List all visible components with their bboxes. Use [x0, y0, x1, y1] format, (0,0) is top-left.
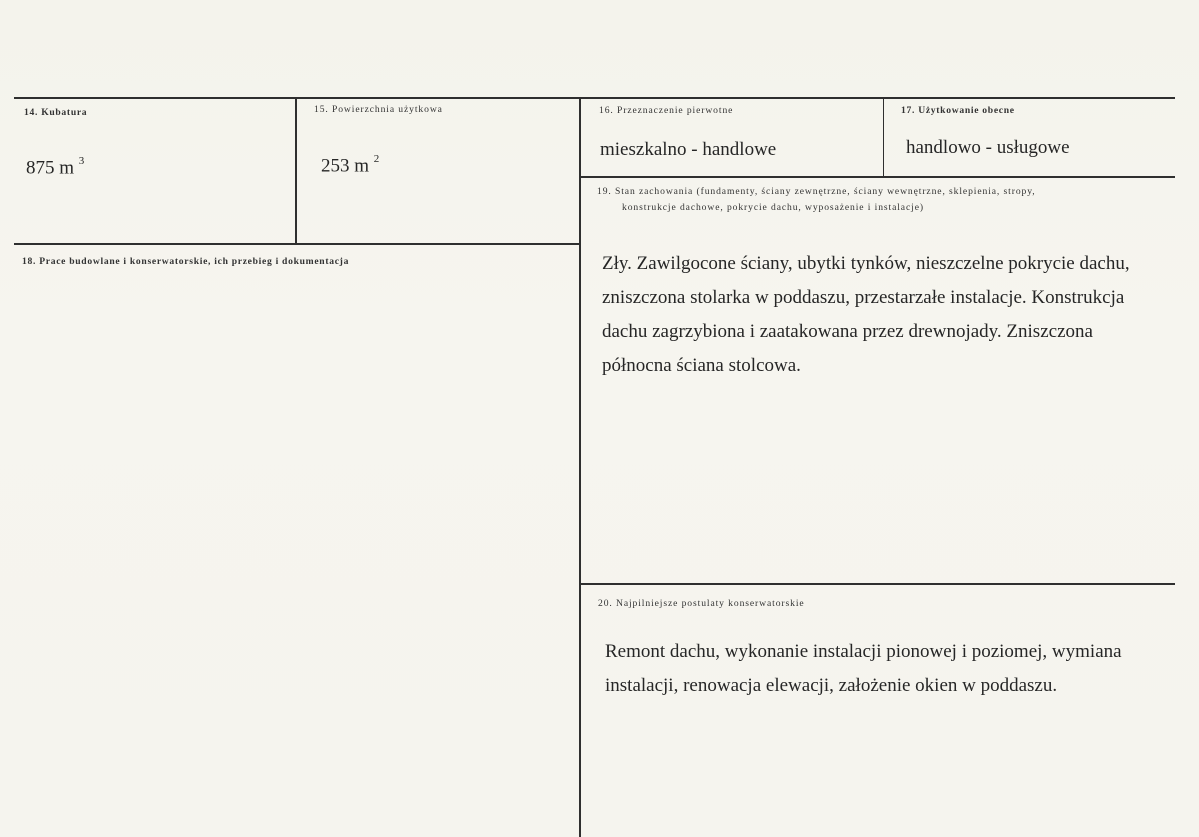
- powierzchnia-number: 253 m: [321, 155, 370, 177]
- divider-16-17: [883, 99, 884, 177]
- przeznaczenie-label: 16. Przeznaczenie pierwotne: [599, 105, 734, 116]
- stan-line: dachu zagrzybiona i zaatakowana przez drewnojady. Zniszczona: [602, 321, 1093, 342]
- postulaty-line: instalacji, renowacja elewacji, założenie okien w poddaszu.: [605, 675, 1058, 696]
- rule-below-16-17: [581, 176, 1175, 178]
- kubatura-exponent: 3: [78, 155, 85, 167]
- powierzchnia-exponent: 2: [373, 153, 380, 165]
- divider-14-15: [295, 99, 297, 244]
- stan-label-line2: konstrukcje dachowe, pokrycie dachu, wyposażenie i instalacje): [622, 202, 924, 213]
- stan-line: Zły. Zawilgocone ściany, ubytki tynków, nieszczelne pokrycie dachu,: [602, 253, 1130, 274]
- postulaty-label: 20. Najpilniejsze postulaty konserwatorskie: [598, 598, 805, 609]
- przeznaczenie-value: mieszkalno - handlowe: [600, 139, 777, 160]
- kubatura-number: 875 m: [26, 157, 75, 179]
- powierzchnia-value: [321, 155, 379, 177]
- kubatura-label: 14. Kubatura: [24, 107, 88, 118]
- powierzchnia-label: 15. Powierzchnia użytkowa: [314, 104, 443, 115]
- divider-left-right: [579, 99, 581, 837]
- postulaty-text: [605, 635, 1122, 703]
- postulaty-line: Remont dachu, wykonanie instalacji pionowej i poziomej, wymiana: [605, 641, 1122, 662]
- stan-label-line1: 19. Stan zachowania (fundamenty, ściany zewnętrzne, ściany wewnętrzne, sklepienia, stropy,: [597, 186, 1036, 197]
- rule-below-14-15: [14, 243, 581, 245]
- stan-line: północna ściana stolcowa.: [602, 355, 801, 376]
- prace-label: 18. Prace budowlane i konserwatorskie, ich przebieg i dokumentacja: [22, 256, 350, 267]
- rule-above-20: [581, 583, 1175, 585]
- top-rule: [14, 97, 1175, 99]
- uzytkowanie-label: 17. Użytkowanie obecne: [901, 105, 1015, 116]
- kubatura-value: [26, 157, 84, 179]
- stan-text: [602, 247, 1130, 383]
- uzytkowanie-value: handlowo - usługowe: [906, 137, 1070, 158]
- stan-line: zniszczona stolarka w poddaszu, przestarzałe instalacje. Konstrukcja: [602, 287, 1125, 308]
